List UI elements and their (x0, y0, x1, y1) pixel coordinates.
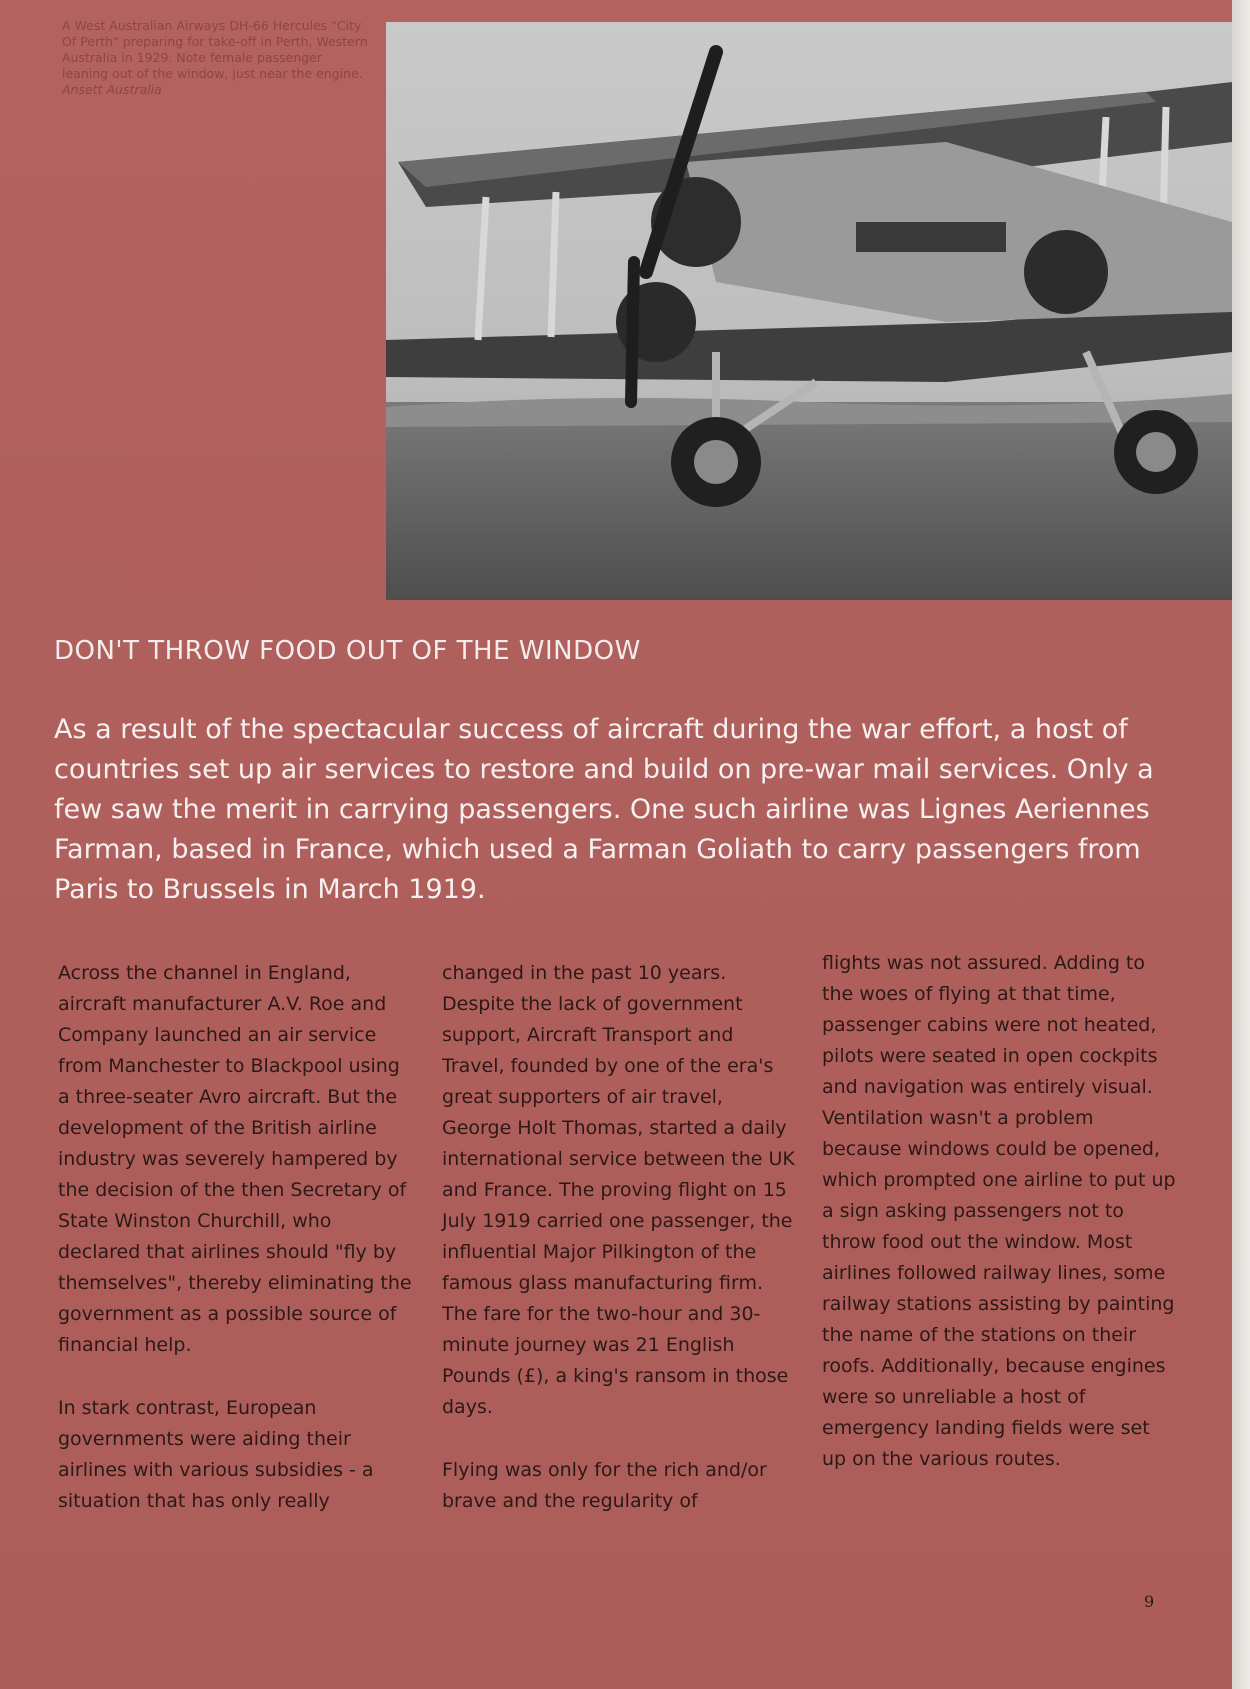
column-paragraph: Flying was only for the rich and/or brave and the regularity of (442, 1459, 767, 1512)
column-paragraph: changed in the past 10 years. Despite the lack of government support, Aircraft Transport and Travel, founded by one of the era's great supporters of air travel, George Holt Thomas, started a daily international service between the UK and France. The proving flight on 15 July 1919 carried one passenger, the influential Major Pilkington of the famous glass manufacturing firm. The fare for the two-hour and 30-minute journey was 21 English Pounds (£), a king's ransom in those days. (442, 962, 795, 1418)
photo-caption (62, 18, 372, 98)
column-paragraph: Across the channel in England, aircraft manufacturer A.V. Roe and Company launched an air service from Manchester to Blackpool using a three-seater Avro aircraft. But the development of the British airline industry was severely hampered by the decision of the then Secretary of State Winston Churchill, who declared that airlines should "fly by themselves", thereby eliminating the government as a possible source of financial help. (58, 962, 412, 1356)
caption-credit: Ansett Australia (62, 82, 162, 97)
caption-text: A West Australian Airways DH-66 Hercules "City Of Perth" preparing for take-off in Perth, Western Australia in 1929. Note female passenger leaning out of the window, just near the engine. (62, 18, 368, 81)
body-column-3 (822, 948, 1177, 1507)
column-paragraph: In stark contrast, European governments were aiding their airlines with various subsidies - a situation that has only really (58, 1397, 374, 1512)
body-column-2 (442, 958, 797, 1549)
column-paragraph: flights was not assured. Adding to the woes of flying at that time, passenger cabins were not heated, pilots were seated in open cockpits and navigation was entirely visual. Ventilation wasn't a problem because windows could be opened, which prompted one airline to put up a sign asking passengers not to throw food out the window. Most airlines followed railway lines, some railway stations assisting by painting the name of the stations on their roofs. Additionally, because engines were so unreliable a host of emergency landing fields were set up on the various routes. (822, 952, 1176, 1470)
biplane-illustration (386, 22, 1232, 600)
page-edge (1232, 0, 1250, 1689)
biplane-photo (386, 22, 1232, 600)
body-column-1 (58, 958, 413, 1549)
page-number: 9 (1144, 1592, 1155, 1611)
lead-paragraph: As a result of the spectacular success of aircraft during the war effort, a host of countries set up air services to restore and build on pre-war mail services. Only a few saw the merit in carrying passengers. One such airline was Lignes Aeriennes Farman, based in France, which used a Farman Goliath to carry passengers from Paris to Brussels in March 1919. (54, 714, 1154, 905)
section-heading: DON'T THROW FOOD OUT OF THE WINDOW (54, 636, 641, 666)
